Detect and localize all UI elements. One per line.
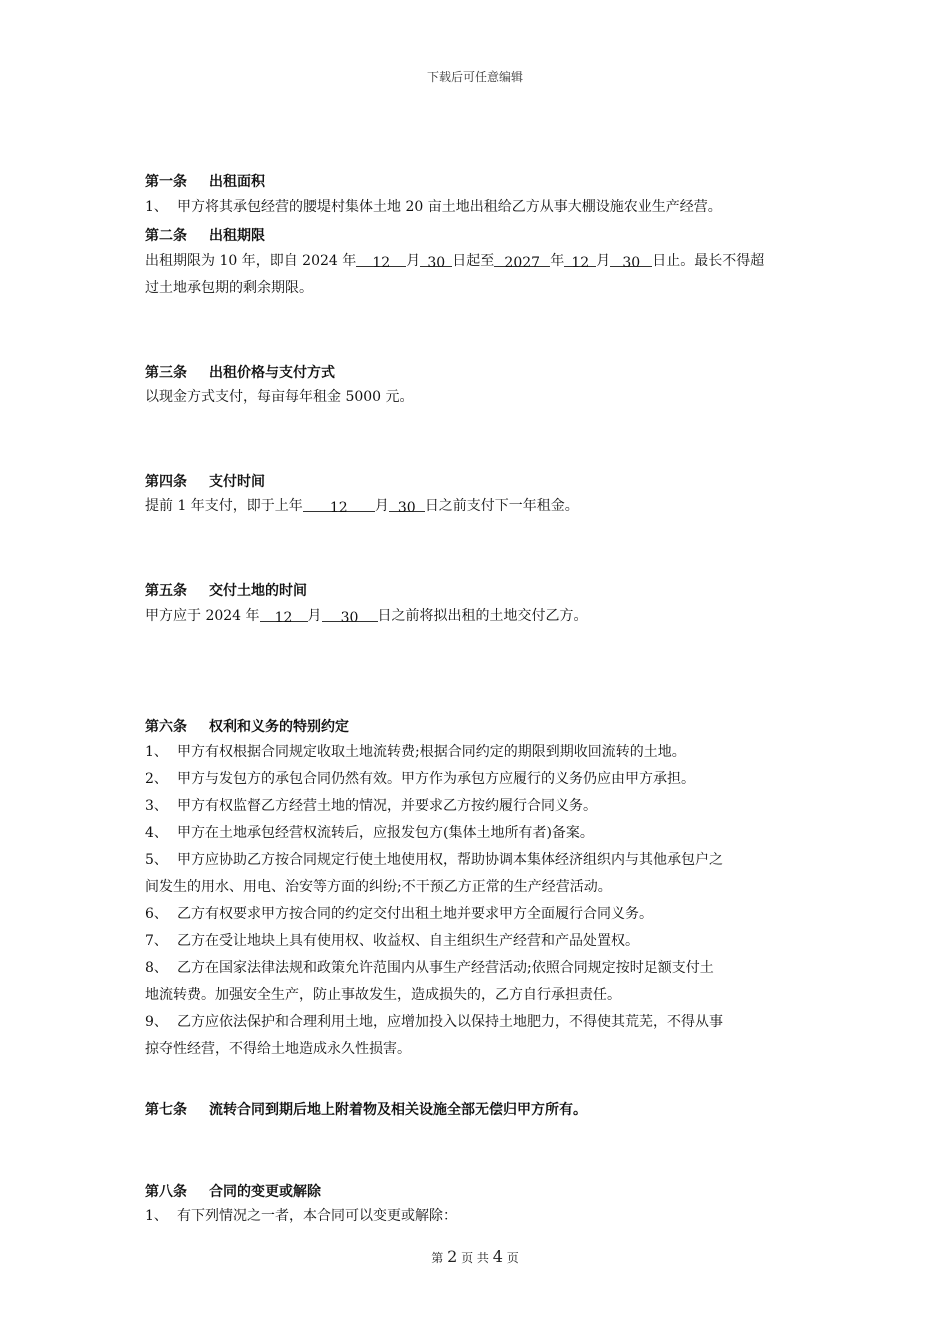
item-number: 5、	[145, 852, 168, 868]
item-text: 乙方在受让地块上具有使用权、收益权、自主组织生产经营和产品处置权。	[177, 933, 639, 949]
total-pages: 4	[492, 1247, 503, 1266]
item-number: 3、	[145, 798, 168, 814]
text: 日止。最长不得超	[652, 253, 765, 269]
item-number: 6、	[145, 906, 168, 922]
list-item	[145, 793, 810, 820]
item-number: 1、	[145, 199, 168, 215]
article-title: 支付时间	[209, 474, 265, 490]
text: 日之前将拟出租的土地交付乙方。	[377, 608, 588, 624]
text: 日之前支付下一年租金。	[424, 498, 579, 514]
article-4-heading	[145, 471, 265, 491]
text: 月	[596, 253, 611, 269]
article-label: 第五条	[145, 583, 187, 599]
list-item	[145, 194, 810, 221]
lease-term-text: 出租期限为 10 年，即自 2024 年	[145, 253, 357, 269]
article-title: 合同的变更或解除	[209, 1184, 321, 1200]
blank-day: 30	[610, 250, 652, 267]
lease-term-line-2: 过土地承包期的剩余期限。	[145, 280, 313, 296]
article-label: 第一条	[145, 174, 187, 190]
blank-year: 2027	[494, 250, 550, 267]
item-text: 乙方在国家法律法规和政策允许范围内从事生产经营活动;依照合同规定按时足额支付土	[177, 960, 714, 976]
item-text: 甲方在土地承包经营权流转后，应报发包方(集体土地所有者)备案。	[177, 825, 594, 841]
list-item	[145, 955, 810, 982]
page-footer	[0, 1247, 950, 1266]
list-item	[145, 847, 810, 874]
article-label: 第六条	[145, 719, 187, 735]
item-number: 2、	[145, 771, 168, 787]
article-6-heading	[145, 716, 349, 736]
list-item	[145, 1009, 810, 1036]
text: 月	[307, 608, 322, 624]
text: 提前 1 年支付，即于上年	[145, 498, 303, 514]
list-item	[145, 820, 810, 847]
list-item-continuation: 掠夺性经营，不得给土地造成永久性损害。	[145, 1041, 411, 1057]
article-label: 第三条	[145, 365, 187, 381]
list-item-continuation: 地流转费。加强安全生产，防止事故发生，造成损失的，乙方自行承担责任。	[145, 987, 621, 1003]
article-title: 出租价格与支付方式	[209, 365, 335, 381]
text: 年	[550, 253, 565, 269]
article-title: 权利和义务的特别约定	[209, 719, 349, 735]
page-number: 2	[447, 1247, 458, 1266]
lease-term-line	[145, 248, 810, 275]
blank-day: 30	[322, 605, 378, 622]
article-label: 第七条	[145, 1102, 187, 1118]
article-label: 第四条	[145, 474, 187, 490]
article-title: 交付土地的时间	[209, 583, 307, 599]
blank-month: 12	[303, 495, 375, 512]
item-number: 7、	[145, 933, 168, 949]
list-item	[145, 739, 810, 766]
article-7-heading	[145, 1099, 587, 1119]
footer-text: 页	[506, 1251, 519, 1265]
item-number: 1、	[145, 744, 168, 760]
footer-text: 第	[431, 1251, 444, 1265]
item-number: 1、	[145, 1208, 168, 1224]
item-text: 乙方有权要求甲方按合同的约定交付出租土地并要求甲方全面履行合同义务。	[177, 906, 653, 922]
item-text: 甲方有权监督乙方经营土地的情况，并要求乙方按约履行合同义务。	[177, 798, 597, 814]
item-number: 9、	[145, 1014, 168, 1030]
list-item	[145, 928, 810, 955]
list-item	[145, 901, 810, 928]
article-8-heading	[145, 1181, 321, 1201]
item-text: 甲方将其承包经营的腰堤村集体土地 20 亩土地出租给乙方从事大棚设施农业生产经营。	[177, 199, 722, 215]
list-item	[145, 766, 810, 793]
article-5-heading	[145, 580, 307, 600]
text: 甲方应于 2024 年	[145, 608, 260, 624]
blank-day: 30	[389, 495, 425, 512]
item-text: 甲方应协助乙方按合同规定行使土地使用权，帮助协调本集体经济组织内与其他承包户之	[177, 852, 723, 868]
article-title: 出租面积	[209, 174, 265, 190]
text: 月	[406, 253, 421, 269]
item-text: 甲方有权根据合同规定收取土地流转费;根据合同约定的期限到期收回流转的土地。	[177, 744, 686, 760]
article-label: 第二条	[145, 228, 187, 244]
payment-time	[145, 493, 810, 520]
list-item	[145, 1203, 810, 1230]
article-title: 流转合同到期后地上附着物及相关设施全部无偿归甲方所有。	[209, 1102, 587, 1118]
item-number: 4、	[145, 825, 168, 841]
article-3-heading	[145, 362, 335, 382]
text: 月	[374, 498, 389, 514]
blank-day: 30	[420, 250, 452, 267]
blank-month: 12	[564, 250, 596, 267]
item-text: 乙方应依法保护和合理利用土地，应增加投入以保持土地肥力，不得使其荒芜，不得从事	[177, 1014, 723, 1030]
article-2-heading	[145, 225, 265, 245]
item-text: 有下列情况之一者，本合同可以变更或解除：	[177, 1208, 457, 1224]
text: 日起至	[452, 253, 495, 269]
payment-method: 以现金方式支付，每亩每年租金 5000 元。	[145, 389, 414, 405]
article-title: 出租期限	[209, 228, 265, 244]
list-item-continuation: 间发生的用水、用电、治安等方面的纠纷;不干预乙方正常的生产经营活动。	[145, 879, 612, 895]
blank-month: 12	[356, 250, 406, 267]
footer-text: 页 共	[461, 1251, 489, 1265]
page-header: 下载后可任意编辑	[426, 70, 523, 84]
article-label: 第八条	[145, 1184, 187, 1200]
item-number: 8、	[145, 960, 168, 976]
item-text: 甲方与发包方的承包合同仍然有效。甲方作为承包方应履行的义务仍应由甲方承担。	[177, 771, 695, 787]
article-1-heading	[145, 171, 265, 191]
blank-month: 12	[260, 605, 308, 622]
delivery-time	[145, 603, 810, 630]
